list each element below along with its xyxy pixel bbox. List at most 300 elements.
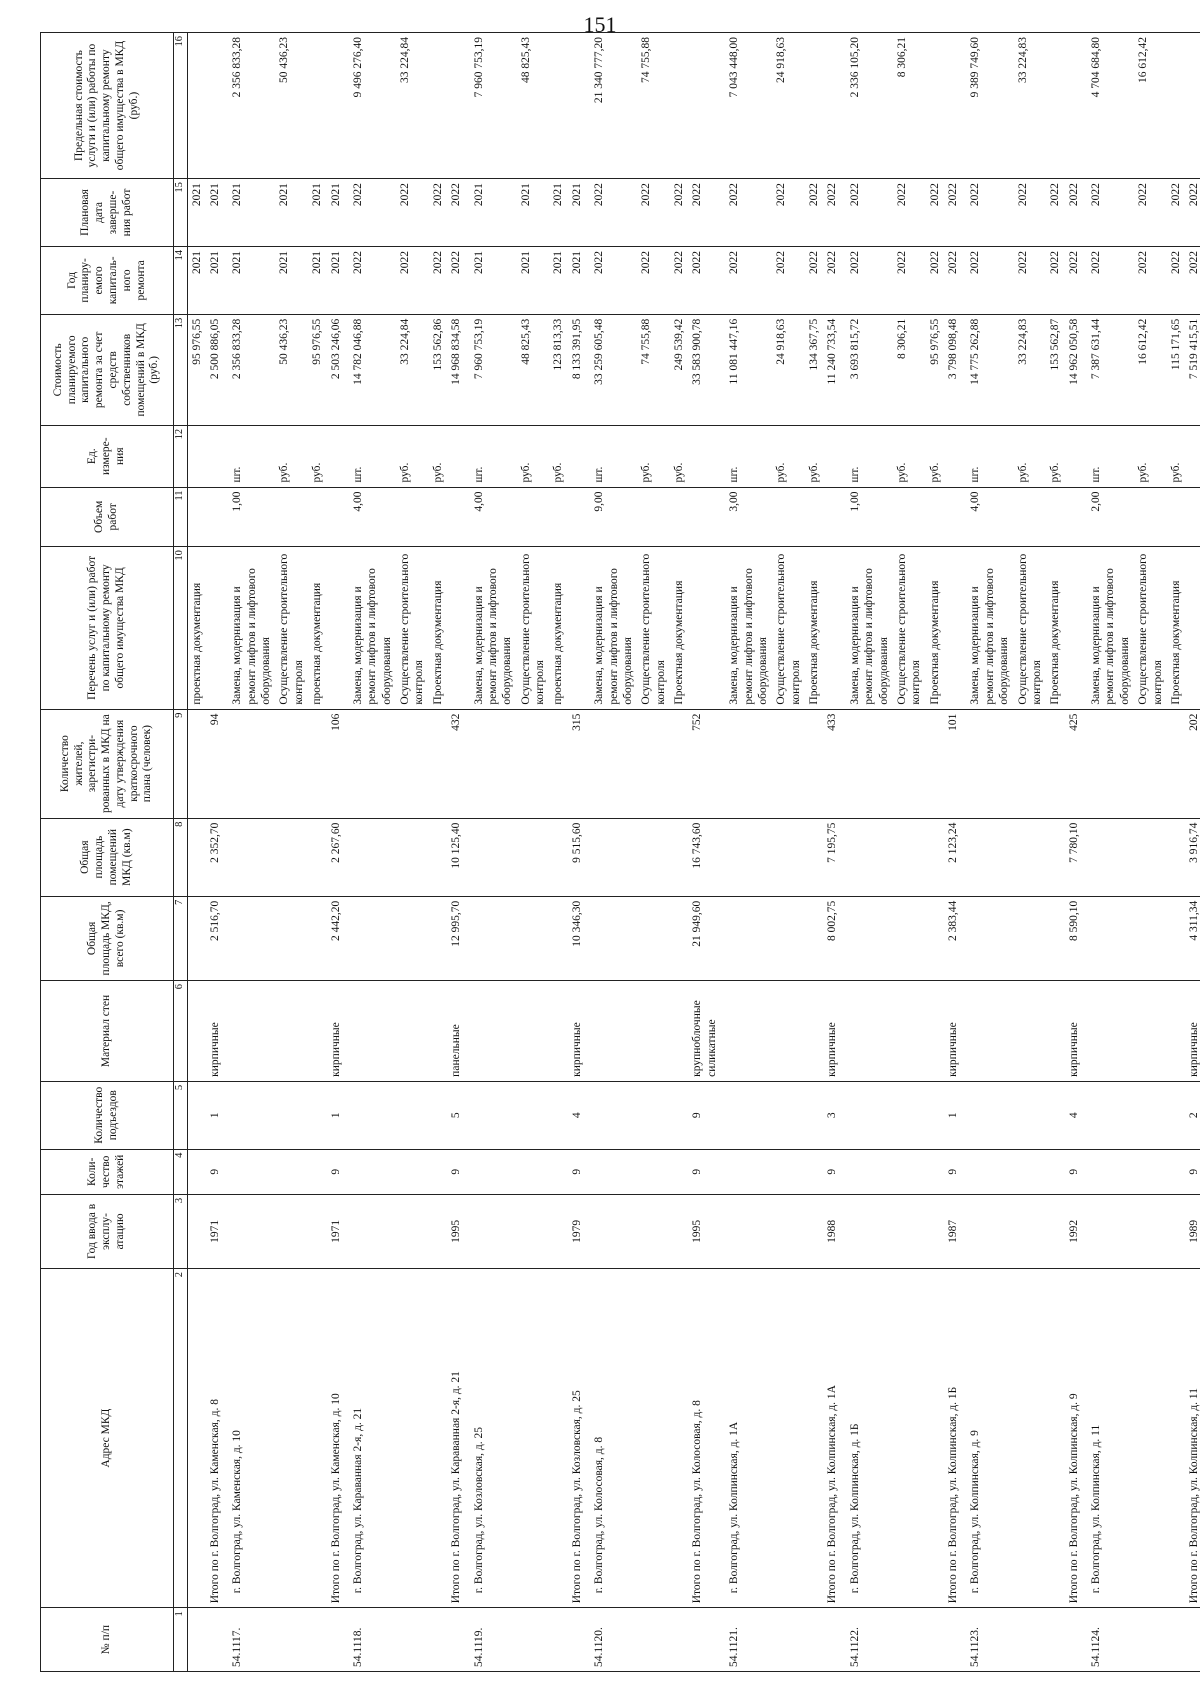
residents-cell <box>842 709 893 818</box>
volume-cell <box>805 487 823 547</box>
owner-cost-cell: 11 081 447,16 <box>721 314 772 425</box>
year-cell <box>842 1194 893 1268</box>
completion-date-cell: 2022 <box>842 179 893 247</box>
row-number <box>772 1608 805 1672</box>
header-cell: Плановая дата заверше-ния работ <box>41 179 174 247</box>
work-type-cell: проектная документация <box>549 547 567 709</box>
row-number: 54.1123. <box>962 1608 1013 1672</box>
completion-date-cell: 2021 <box>206 179 224 247</box>
total-area-cell <box>586 896 637 980</box>
completion-date-cell: 2022 <box>1065 179 1083 247</box>
volume-cell <box>670 487 688 547</box>
max-cost-cell <box>805 33 823 179</box>
work-type-cell <box>823 547 841 709</box>
volume-cell <box>1185 487 1200 547</box>
entrances-cell <box>637 1081 670 1149</box>
column-number: 5 <box>174 1081 188 1149</box>
repair-year-cell: 2022 <box>805 246 823 314</box>
premises-area-cell <box>721 818 772 896</box>
total-area-cell <box>893 896 926 980</box>
residents-cell <box>1083 709 1134 818</box>
wall-material-cell: крупноблочные силикатные <box>688 981 721 1082</box>
floors-cell <box>926 1149 944 1194</box>
completion-date-cell: 2021 <box>275 179 308 247</box>
owner-cost-cell: 14 782 046,88 <box>345 314 396 425</box>
owner-cost-cell: 95 976,55 <box>926 314 944 425</box>
residents-cell <box>926 709 944 818</box>
repair-year-cell: 2021 <box>568 246 586 314</box>
total-area-cell <box>466 896 517 980</box>
premises-area-cell <box>893 818 926 896</box>
owner-cost-cell: 48 825,43 <box>517 314 550 425</box>
entrances-cell <box>1134 1081 1167 1149</box>
residents-cell <box>224 709 275 818</box>
volume-cell <box>823 487 841 547</box>
max-cost-cell <box>206 33 224 179</box>
table-row <box>549 33 567 1672</box>
premises-area-cell <box>842 818 893 896</box>
entrances-cell <box>396 1081 429 1149</box>
work-type-cell: Замена, модернизация и ремонт лифтов и лифтового оборудования <box>721 547 772 709</box>
entrances-cell <box>224 1081 275 1149</box>
unit-cell <box>187 425 206 487</box>
wall-material-cell <box>396 981 429 1082</box>
row-number <box>893 1608 926 1672</box>
address-cell: г. Волгоград, ул. Колпинская, д. 1А <box>721 1268 772 1607</box>
residents-cell <box>275 709 308 818</box>
premises-area-cell <box>670 818 688 896</box>
owner-cost-cell: 33 583 900,78 <box>688 314 721 425</box>
column-number: 11 <box>174 487 188 547</box>
residents-cell <box>670 709 688 818</box>
table-row <box>206 33 224 1672</box>
wall-material-cell: кирпичные <box>944 981 962 1082</box>
table-row <box>429 33 447 1672</box>
year-cell <box>586 1194 637 1268</box>
total-area-cell: 8 590,10 <box>1065 896 1083 980</box>
address-cell <box>429 1268 447 1607</box>
volume-cell: 4,00 <box>466 487 517 547</box>
unit-cell <box>447 425 465 487</box>
wall-material-cell: кирпичные <box>1065 981 1083 1082</box>
address-cell: Итого по г. Волгоград, ул. Колпинская, д. 9 <box>1065 1268 1083 1607</box>
floors-cell <box>466 1149 517 1194</box>
row-number <box>805 1608 823 1672</box>
row-number <box>517 1608 550 1672</box>
volume-cell: 9,00 <box>586 487 637 547</box>
wall-material-cell <box>1083 981 1134 1082</box>
completion-date-cell: 2022 <box>944 179 962 247</box>
total-area-cell <box>926 896 944 980</box>
unit-cell: руб. <box>772 425 805 487</box>
unit-cell: шт. <box>224 425 275 487</box>
header-cell: Материал стен <box>41 981 174 1082</box>
total-area-cell <box>549 896 567 980</box>
entrances-cell <box>1014 1081 1047 1149</box>
year-cell <box>1167 1194 1185 1268</box>
table-body <box>187 33 1200 1672</box>
year-cell: 1989 <box>1185 1194 1200 1268</box>
owner-cost-cell: 153 562,86 <box>429 314 447 425</box>
completion-date-cell: 2021 <box>224 179 275 247</box>
volume-cell <box>549 487 567 547</box>
premises-area-cell <box>1134 818 1167 896</box>
address-cell <box>275 1268 308 1607</box>
wall-material-cell <box>1134 981 1167 1082</box>
floors-cell <box>1083 1149 1134 1194</box>
completion-date-cell: 2022 <box>670 179 688 247</box>
max-cost-cell <box>549 33 567 179</box>
entrances-cell <box>429 1081 447 1149</box>
repair-year-cell: 2022 <box>345 246 396 314</box>
entrances-cell: 1 <box>206 1081 224 1149</box>
header-cell: Количество жителей, зарегистри-рованных в МКД на дату утверждения краткосрочного плана (человек) <box>41 709 174 818</box>
completion-date-cell: 2021 <box>308 179 326 247</box>
max-cost-cell <box>1167 33 1185 179</box>
residents-cell: 433 <box>823 709 841 818</box>
entrances-cell: 4 <box>568 1081 586 1149</box>
unit-cell: шт. <box>466 425 517 487</box>
unit-cell: шт. <box>586 425 637 487</box>
header-cell: Предельная стоимость услуги и (или) работы по капитальному ремонту общего имущества в МКД (руб.) <box>41 33 174 179</box>
owner-cost-cell: 7 519 415,51 <box>1185 314 1200 425</box>
repair-year-cell: 2022 <box>893 246 926 314</box>
row-number <box>447 1608 465 1672</box>
max-cost-cell <box>187 33 206 179</box>
work-type-cell: проектная документация <box>308 547 326 709</box>
max-cost-cell: 9 496 276,40 <box>345 33 396 179</box>
wall-material-cell <box>962 981 1013 1082</box>
completion-date-cell: 2022 <box>1083 179 1134 247</box>
residents-cell <box>345 709 396 818</box>
work-type-cell: Осуществление строительного контроля <box>396 547 429 709</box>
work-type-cell: Проектная документация <box>805 547 823 709</box>
header-cell: Количество подъездов <box>41 1081 174 1149</box>
premises-area-cell <box>345 818 396 896</box>
max-cost-cell: 74 755,88 <box>637 33 670 179</box>
completion-date-cell: 2022 <box>772 179 805 247</box>
row-number: 54.1121. <box>721 1608 772 1672</box>
floors-cell <box>962 1149 1013 1194</box>
total-area-cell <box>224 896 275 980</box>
entrances-cell <box>670 1081 688 1149</box>
row-number <box>206 1608 224 1672</box>
unit-cell: руб. <box>926 425 944 487</box>
row-number <box>688 1608 721 1672</box>
residents-cell: 315 <box>568 709 586 818</box>
table-row <box>466 33 517 1672</box>
row-number <box>926 1608 944 1672</box>
completion-date-cell: 2022 <box>447 179 465 247</box>
repair-year-cell: 2021 <box>206 246 224 314</box>
year-cell <box>517 1194 550 1268</box>
year-cell <box>187 1194 206 1268</box>
unit-cell: шт. <box>962 425 1013 487</box>
row-number <box>670 1608 688 1672</box>
year-cell <box>224 1194 275 1268</box>
address-cell <box>396 1268 429 1607</box>
wall-material-cell <box>805 981 823 1082</box>
address-cell <box>1014 1268 1047 1607</box>
volume-cell <box>568 487 586 547</box>
max-cost-cell <box>1046 33 1064 179</box>
work-type-cell: Замена, модернизация и ремонт лифтов и лифтового оборудования <box>962 547 1013 709</box>
completion-date-cell: 2021 <box>568 179 586 247</box>
year-cell <box>893 1194 926 1268</box>
unit-cell <box>206 425 224 487</box>
year-cell <box>308 1194 326 1268</box>
floors-cell <box>187 1149 206 1194</box>
floors-cell: 9 <box>447 1149 465 1194</box>
entrances-cell <box>772 1081 805 1149</box>
floors-cell <box>772 1149 805 1194</box>
volume-cell <box>1046 487 1064 547</box>
table-row <box>893 33 926 1672</box>
repair-year-cell: 2022 <box>1185 246 1200 314</box>
premises-area-cell <box>429 818 447 896</box>
work-type-cell: Осуществление строительного контроля <box>275 547 308 709</box>
repair-year-cell: 2021 <box>466 246 517 314</box>
total-area-cell <box>1134 896 1167 980</box>
address-cell: г. Волгоград, ул. Колпинская, д. 1Б <box>842 1268 893 1607</box>
unit-cell: руб. <box>637 425 670 487</box>
entrances-cell: 4 <box>1065 1081 1083 1149</box>
address-cell <box>517 1268 550 1607</box>
header-cell: Коли-чество этажей <box>41 1149 174 1194</box>
premises-area-cell <box>549 818 567 896</box>
header-cell: Год ввода в эксплу-атацию <box>41 1194 174 1268</box>
max-cost-cell: 7 043 448,00 <box>721 33 772 179</box>
column-number: 1 <box>174 1608 188 1672</box>
completion-date-cell: 2022 <box>1134 179 1167 247</box>
wall-material-cell <box>1167 981 1185 1082</box>
total-area-cell <box>637 896 670 980</box>
table-row <box>327 33 345 1672</box>
entrances-cell: 1 <box>327 1081 345 1149</box>
residents-cell <box>1134 709 1167 818</box>
repair-year-cell: 2022 <box>944 246 962 314</box>
entrances-cell <box>962 1081 1013 1149</box>
total-area-cell: 4 311,34 <box>1185 896 1200 980</box>
column-number: 12 <box>174 425 188 487</box>
header-cell: Ед. измере-ния <box>41 425 174 487</box>
year-cell <box>805 1194 823 1268</box>
residents-cell: 202 <box>1185 709 1200 818</box>
completion-date-cell: 2022 <box>805 179 823 247</box>
total-area-cell: 12 995,70 <box>447 896 465 980</box>
owner-cost-cell: 8 306,21 <box>893 314 926 425</box>
row-number <box>429 1608 447 1672</box>
table-row <box>962 33 1013 1672</box>
wall-material-cell: кирпичные <box>568 981 586 1082</box>
max-cost-cell: 2 356 833,28 <box>224 33 275 179</box>
row-number <box>568 1608 586 1672</box>
year-cell: 1971 <box>206 1194 224 1268</box>
work-type-cell: Проектная документация <box>1046 547 1064 709</box>
row-number: 54.1119. <box>466 1608 517 1672</box>
residents-cell <box>308 709 326 818</box>
entrances-cell <box>586 1081 637 1149</box>
wall-material-cell <box>429 981 447 1082</box>
work-type-cell: Осуществление строительного контроля <box>517 547 550 709</box>
max-cost-cell: 33 224,83 <box>1014 33 1047 179</box>
year-cell: 1979 <box>568 1194 586 1268</box>
premises-area-cell: 10 125,40 <box>447 818 465 896</box>
work-type-cell: Замена, модернизация и ремонт лифтов и лифтового оборудования <box>586 547 637 709</box>
max-cost-cell <box>429 33 447 179</box>
max-cost-cell: 7 960 753,19 <box>466 33 517 179</box>
repair-year-cell: 2022 <box>1046 246 1064 314</box>
header-cell: № п/п <box>41 1608 174 1672</box>
row-number <box>187 1608 206 1672</box>
address-cell: г. Волгоград, ул. Колосовая, д. 8 <box>586 1268 637 1607</box>
entrances-cell <box>805 1081 823 1149</box>
max-cost-cell: 16 612,42 <box>1134 33 1167 179</box>
repair-year-cell: 2022 <box>962 246 1013 314</box>
premises-area-cell <box>1083 818 1134 896</box>
table-row <box>637 33 670 1672</box>
address-cell <box>1046 1268 1064 1607</box>
address-cell <box>1134 1268 1167 1607</box>
address-cell: г. Волгоград, ул. Козловская, д. 25 <box>466 1268 517 1607</box>
repair-year-cell: 2021 <box>224 246 275 314</box>
column-number: 10 <box>174 547 188 709</box>
wall-material-cell <box>345 981 396 1082</box>
completion-date-cell: 2022 <box>893 179 926 247</box>
volume-cell <box>772 487 805 547</box>
total-area-cell: 8 002,75 <box>823 896 841 980</box>
owner-cost-cell: 2 356 833,28 <box>224 314 275 425</box>
volume-cell <box>396 487 429 547</box>
floors-cell: 9 <box>1065 1149 1083 1194</box>
floors-cell <box>893 1149 926 1194</box>
premises-area-cell <box>275 818 308 896</box>
year-cell <box>721 1194 772 1268</box>
repair-year-cell: 2022 <box>429 246 447 314</box>
column-number: 13 <box>174 314 188 425</box>
column-number: 3 <box>174 1194 188 1268</box>
premises-area-cell <box>517 818 550 896</box>
volume-cell <box>275 487 308 547</box>
unit-cell: руб. <box>396 425 429 487</box>
row-number <box>637 1608 670 1672</box>
year-cell <box>1046 1194 1064 1268</box>
wall-material-cell <box>1014 981 1047 1082</box>
volume-cell: 3,00 <box>721 487 772 547</box>
address-cell <box>549 1268 567 1607</box>
entrances-cell <box>466 1081 517 1149</box>
work-type-cell <box>447 547 465 709</box>
volume-cell <box>926 487 944 547</box>
completion-date-cell: 2022 <box>1167 179 1185 247</box>
volume-cell <box>429 487 447 547</box>
premises-area-cell <box>772 818 805 896</box>
unit-cell <box>944 425 962 487</box>
total-area-cell <box>670 896 688 980</box>
completion-date-cell: 2022 <box>345 179 396 247</box>
max-cost-cell: 33 224,84 <box>396 33 429 179</box>
residents-cell <box>549 709 567 818</box>
volume-cell <box>206 487 224 547</box>
max-cost-cell <box>823 33 841 179</box>
residents-cell: 106 <box>327 709 345 818</box>
residents-cell <box>1046 709 1064 818</box>
completion-date-cell: 2021 <box>549 179 567 247</box>
floors-cell <box>805 1149 823 1194</box>
total-area-cell <box>275 896 308 980</box>
floors-cell <box>670 1149 688 1194</box>
floors-cell <box>396 1149 429 1194</box>
owner-cost-cell: 2 503 246,06 <box>327 314 345 425</box>
address-cell: Итого по г. Волгоград, ул. Козловская, д. 25 <box>568 1268 586 1607</box>
volume-cell: 1,00 <box>842 487 893 547</box>
max-cost-cell <box>327 33 345 179</box>
unit-cell <box>1185 425 1200 487</box>
header-cell: Общая площадь МКД, всего (кв.м) <box>41 896 174 980</box>
floors-cell <box>275 1149 308 1194</box>
max-cost-cell <box>944 33 962 179</box>
volume-cell <box>1167 487 1185 547</box>
premises-area-cell <box>1167 818 1185 896</box>
table-row <box>1185 33 1200 1672</box>
owner-cost-cell: 95 976,55 <box>308 314 326 425</box>
total-area-cell <box>772 896 805 980</box>
column-number: 8 <box>174 818 188 896</box>
premises-area-cell: 16 743,60 <box>688 818 721 896</box>
work-type-cell <box>688 547 721 709</box>
unit-cell: руб. <box>1014 425 1047 487</box>
completion-date-cell: 2021 <box>187 179 206 247</box>
unit-cell: руб. <box>308 425 326 487</box>
total-area-cell <box>517 896 550 980</box>
owner-cost-cell: 33 224,83 <box>1014 314 1047 425</box>
column-number: 4 <box>174 1149 188 1194</box>
year-cell <box>429 1194 447 1268</box>
volume-cell <box>637 487 670 547</box>
page-number: 151 <box>583 12 617 37</box>
total-area-cell: 2 442,20 <box>327 896 345 980</box>
volume-cell <box>1134 487 1167 547</box>
wall-material-cell <box>549 981 567 1082</box>
row-number <box>549 1608 567 1672</box>
volume-cell: 2,00 <box>1083 487 1134 547</box>
unit-cell: руб. <box>517 425 550 487</box>
address-cell <box>1167 1268 1185 1607</box>
address-cell: Итого по г. Волгоград, ул. Колпинская, д. 1А <box>823 1268 841 1607</box>
row-number: 54.1118. <box>345 1608 396 1672</box>
volume-cell <box>1014 487 1047 547</box>
table-row <box>1046 33 1064 1672</box>
row-number <box>1014 1608 1047 1672</box>
floors-cell: 9 <box>823 1149 841 1194</box>
residents-cell <box>586 709 637 818</box>
table-row <box>688 33 721 1672</box>
unit-cell <box>823 425 841 487</box>
floors-cell: 9 <box>1185 1149 1200 1194</box>
entrances-cell: 2 <box>1185 1081 1200 1149</box>
address-cell: г. Волгоград, ул. Караванная 2-я, д. 21 <box>345 1268 396 1607</box>
owner-cost-cell: 3 798 098,48 <box>944 314 962 425</box>
floors-cell <box>842 1149 893 1194</box>
year-cell: 1988 <box>823 1194 841 1268</box>
completion-date-cell: 2021 <box>327 179 345 247</box>
repair-year-cell: 2021 <box>275 246 308 314</box>
premises-area-cell <box>396 818 429 896</box>
work-type-cell <box>206 547 224 709</box>
work-type-cell: Замена, модернизация и ремонт лифтов и лифтового оборудования <box>345 547 396 709</box>
entrances-cell: 5 <box>447 1081 465 1149</box>
wall-material-cell <box>308 981 326 1082</box>
